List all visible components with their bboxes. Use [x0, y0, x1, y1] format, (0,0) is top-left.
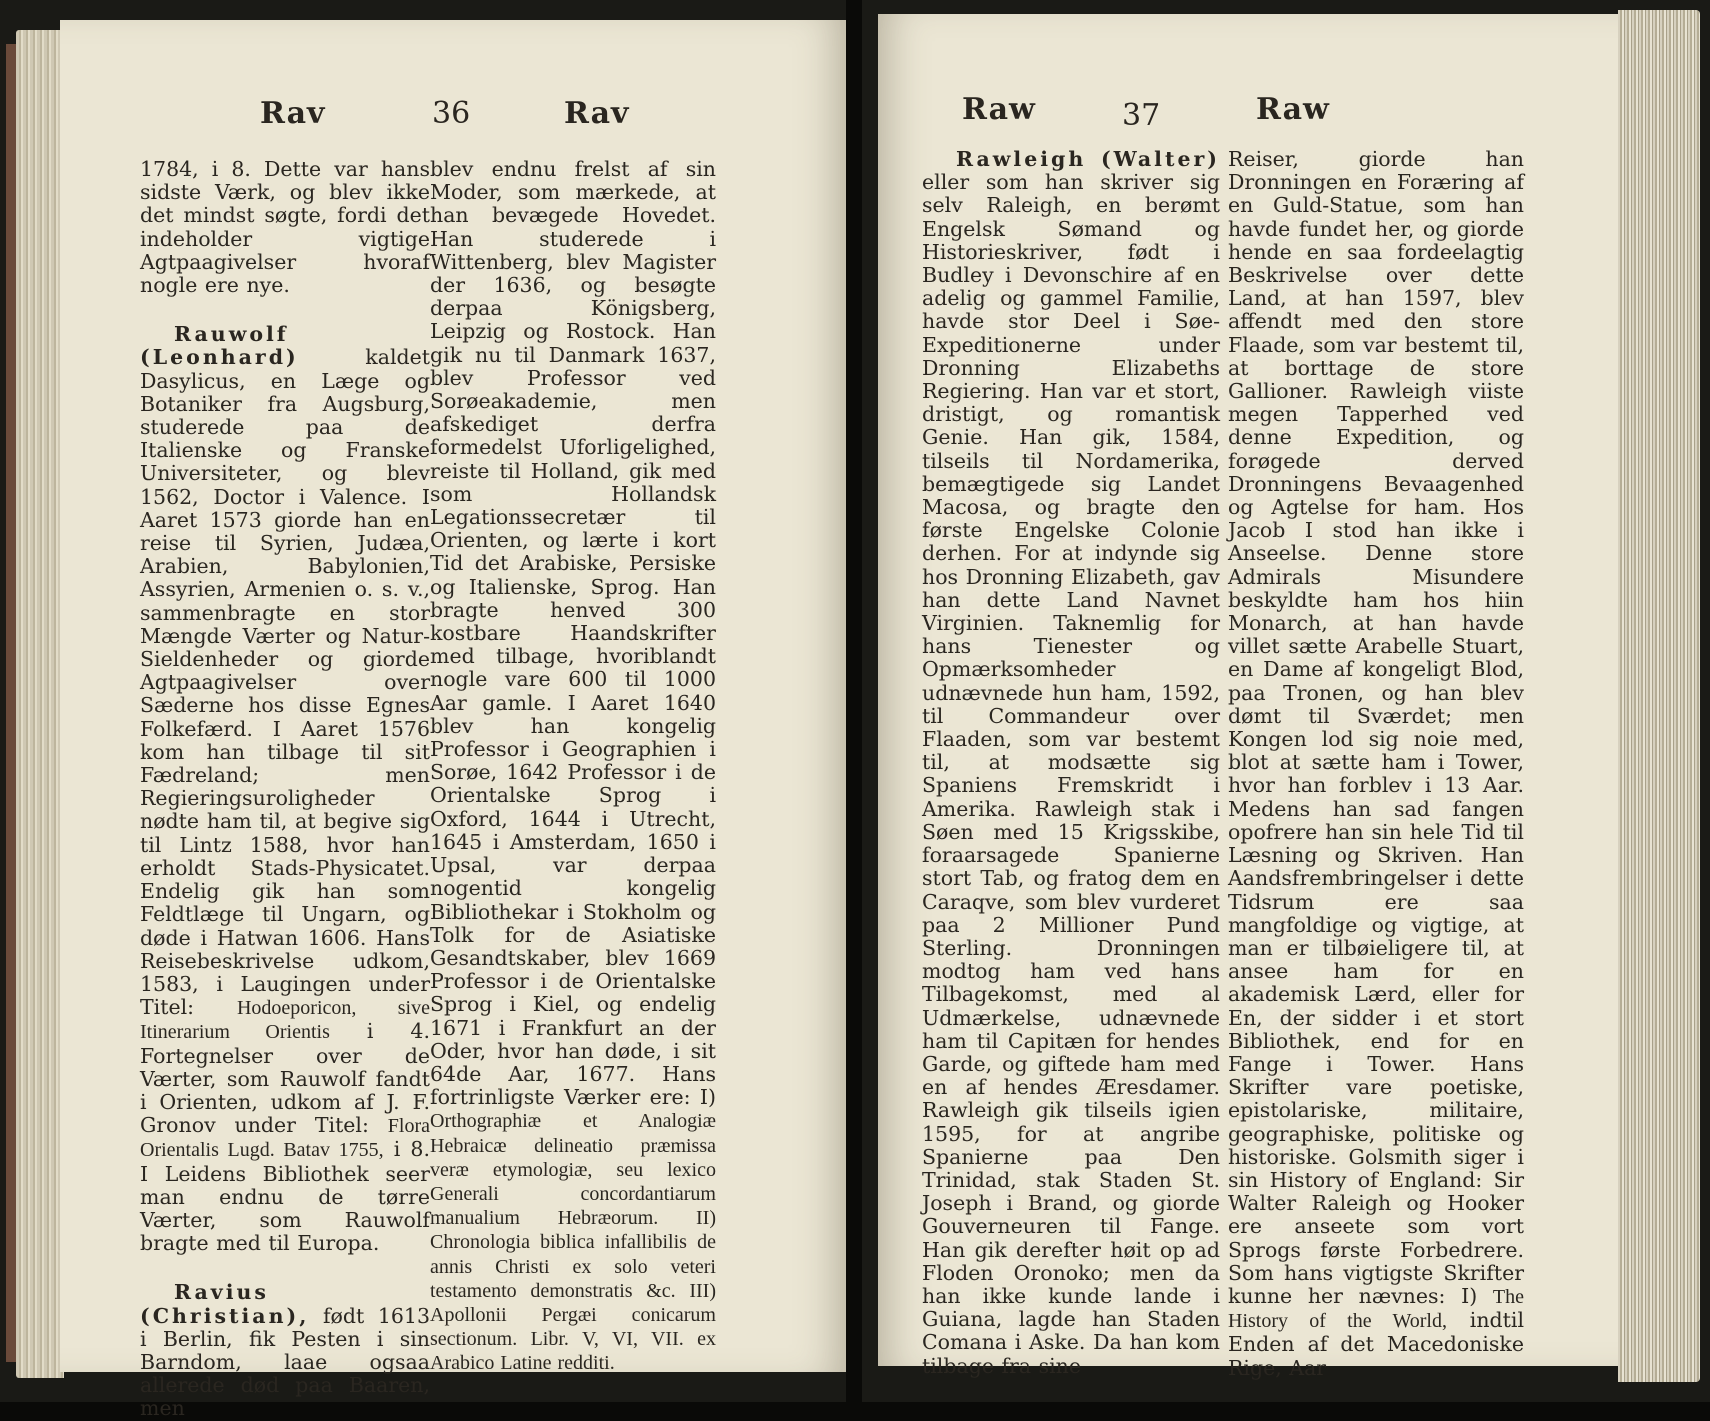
- entry-ravius-continued: blev endnu frelst af sin Moder, som mærkede, at han bevægede Hovedet. Han studerede i Wittenberg, blev Magister der 1636, og besøgte derpaa Königsberg, Leipzig og Rostock. Han gik nu til Danmark 1637, blev Professor ved Sorøeakademie, men afskediget derfra formedelst Uforligelighed, reiste til Holland, gik med som Hollandsk Legationssecretær til Orienten, og lærte i kort Tid det Arabiske, Persiske og Italienske, Sprog. Han bragte henved 300 kostbare Haandskrifter med tilbage, hvoriblandt nogle vare 600 til 1000 Aar gamle. I Aaret 1640 blev han kongelig Professor i Geographien i Sorøe, 1642 Professor i de Orientalske Sprog i Oxford, 1644 i Utrecht, 1645 i Amsterdam, 1650 i Upsal, var derpaa nogentid kongelig Bibliothekar i Stokholm og Tolk for de Asiatiske Gesandtskaber, blev 1669 Professor i de Orientalske Sprog i Kiel, og endelig 1671 i Frankfurt an der Oder, hvor han døde, i sit 64de Aar, 1677. Hans fortrinligste Værker ere: I) Orthographiæ et Analogiæ Hebraicæ delineatio præmissa veræ etymologiæ, seu lexico Generali concordantiarum manualium Hebræorum. II) Chronologia biblica infallibilis de annis Christi ex solo veteri testamento demonstratis &c. III) Apollonii Pergæi conicarum sectionum. Libr. V, VI, VII. ex Arabico Latine redditi.: [430, 157, 716, 1375]
- right-page-scan: [862, 0, 1710, 1402]
- running-header-left: Rav: [260, 96, 326, 131]
- left-page-scan: [0, 0, 846, 1421]
- entry-rawleigh-continued: Reiser, giorde han Dronningen en Foræring af en Guld-Statue, som han havde fundet her, og giorde hende en saa fordeelagtig Beskrivelse over dette Land, at han 1597, blev affendt med den store Flaade, som var bestemt til, at borttage de store Gallioner. Rawleigh viiste megen Tapperhed ved denne Expedition, og forøgede derved Dronningens Bevaagenhed og Agtelse for ham. Hos Jacob I stod han ikke i Anseelse. Denne store Admirals Misundere beskyldte ham hos hiin Monarch, at han havde villet sætte Arabelle Stuart, en Dame af kongeligt Blod, paa Tronen, og han blev dømt til Sværdet; men Kongen lod sig noie med, blot at sætte ham i Tower, hvor han forblev i 13 Aar. Medens han sad fangen opofrere han sin hele Tid til Læsning og Skriven. Han Aandsfrembringelser i dette Tidsrum ere saa mangfoldige og vigtige, at man er tilbøieligere til, at ansee ham for en akademisk Lærd, eller for En, der sidder i et stort Bibliothek, end for en Fange i Tower. Hans Skrifter vare poetiske, epistolariske, militaire, geographiske, politiske og historiske. Golsmith siger i sin History of England: Sir Walter Raleigh og Hooker ere anseete som vort Sprogs første Forbedrere. Som hans vigtigste Skrifter kunne her nævnes: I) The History of the World, indtil Enden af det Macedoniske Rige, Aar: [1228, 147, 1524, 1380]
- running-header-left: Raw: [962, 92, 1036, 127]
- entry-rauwolf: Rauwolf (Leonhard) kaldet Dasylicus, en Læge og Botaniker fra Augsburg, studerede paa de Italienske og Franske Universiteter, og blev 1562, Doctor i Valence. I Aaret 1573 giorde han en reise til Syrien, Judæa, Arabien, Babylonien, Assyrien, Armenien o. s. v., sammenbragte en stor Mængde Værter og Natur-Sieldenheder og giorde Agtpaagivelser over Sæderne hos disse Egnes Folkefærd. I Aaret 1576 kom han tilbage til sit Fædreland; men Regieringsuroligheder nødte ham til, at begive sig til Lintz 1588, hvor han erholdt Stads-Physicatet. Endelig gik han som Feldtlæge til Ungarn, og døde i Hatwan 1606. Hans Reisebeskrivelse udkom, 1583, i Laugingen under Titel: Hodoeporicon, sive Itinerarium Orientis i 4. Fortegnelser over de Værter, som Rauwolf fandt i Orienten, udkom af J. F. Gronov under Titel: Flora Orientalis Lugd. Batav 1755, i 8. I Leidens Bibliothek seer man endnu de tørre Værter, som Rauwolf bragte med til Europa.: [140, 322, 430, 1256]
- page-stack-edge: [16, 30, 64, 1378]
- page-stack-edge: [1618, 10, 1700, 1382]
- entry-continuation: 1784, i 8. Dette var hans sidste Værk, og blev ikke det mindst søgte, fordi det indeholder vigtige Agtpaagivelser hvoraf nogle ere nye.: [140, 157, 430, 298]
- page-number: 37: [1122, 98, 1161, 133]
- left-column-2: [430, 158, 716, 1376]
- running-header-right: Rav: [564, 96, 630, 131]
- left-page: [60, 20, 846, 1421]
- running-header-right: Raw: [1256, 92, 1330, 127]
- headword-ravius: Ravius (Christian),: [140, 1280, 310, 1328]
- headword-rawleigh: Rawleigh (Walter): [956, 147, 1220, 171]
- entry-ravius: Ravius (Christian), født 1613 i Berlin, fik Pesten i sin Barndom, laae ogsaa allerede død paa Baaren, men: [140, 1280, 430, 1421]
- entry-rawleigh: Rawleigh (Walter) eller som han skriver sig selv Raleigh, en berømt Engelsk Sømand og Historieskriver, født i Budley i Devonschire af en adelig og gammel Familie, havde stor Deel i Søe-Expeditionerne under Dronning Elizabeths Regiering. Han var et stort, dristigt, og romantisk Genie. Han gik, 1584, tilseils til Nordamerika, bemægtigede sig Landet Macosa, og bragte den første Engelske Colonie derhen. For at indynde sig hos Dronning Elizabeth, gav han dette Land Navnet Virginien. Taknemlig for hans Tienester og Opmærksomheder udnævnede hun ham, 1592, til Commandeur over Flaaden, som var bestemt til, at modsætte sig Spaniens Fremskridt i Amerika. Rawleigh stak i Søen med 15 Krigsskibe, foraarsagede Spanierne stort Tab, og fratog dem en Caraqve, som blev vurderet paa 2 Millioner Pund Sterling. Dronningen modtog ham ved hans Tilbagekomst, med al Udmærkelse, udnævnede ham til Capitæn for hendes Garde, og giftede ham med en af hendes Æresdamer. Rawleigh gik tilseils igien 1595, for at angribe Spanierne paa Den Trinidad, stak Staden St. Joseph i Brand, og giorde Gouverneuren til Fange. Han gik derefter høit op ad Floden Oronoko; men da han ikke kunde lande i Guiana, lagde han Staden Comana i Aske. Da han kom tilbage fra sine: [922, 147, 1220, 1378]
- left-column-1: [140, 158, 430, 1421]
- right-page: [878, 14, 1618, 1380]
- page-number: 36: [432, 96, 471, 131]
- right-column-1: [922, 148, 1220, 1378]
- right-column-2: [1228, 148, 1524, 1380]
- headword-rauwolf: Rauwolf (Leonhard): [140, 322, 299, 370]
